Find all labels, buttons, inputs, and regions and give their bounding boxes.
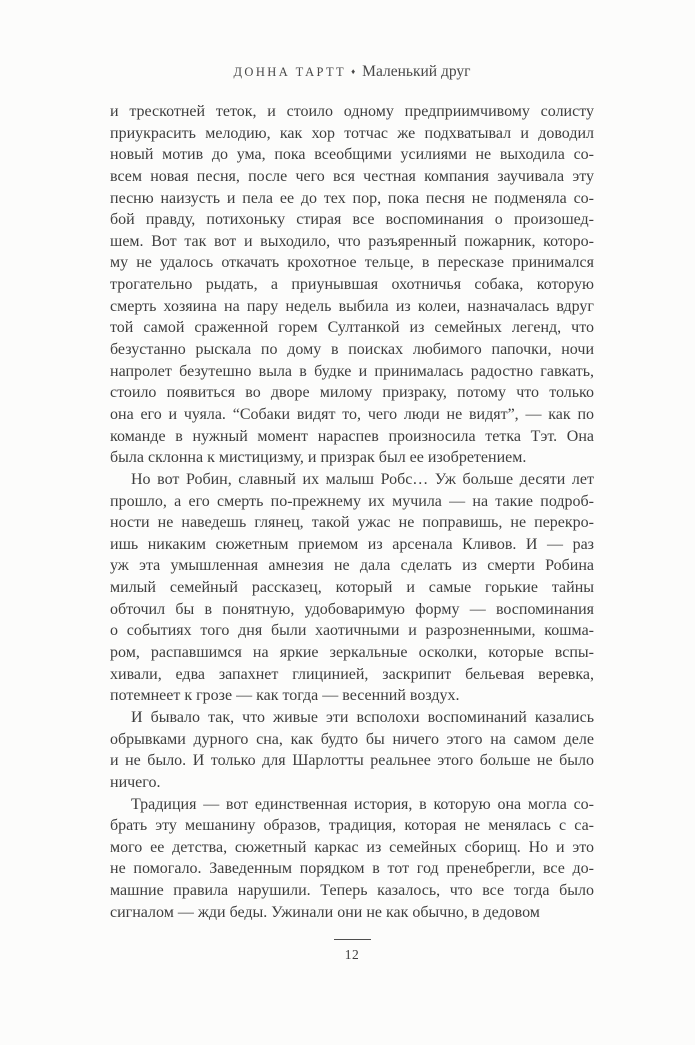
text-line: безустанно рыскала по дому в поисках любимого папочки, ночи: [110, 341, 594, 359]
text-line: брать эту мешанину образов, традиция, которая не менялась с са-: [110, 817, 594, 835]
text-line: всем новая песня, после чего вся честная компания заучивала эту: [110, 167, 594, 185]
text-line: ром, распавшимся на яркие зеркальные осколки, которые вспы-: [110, 644, 594, 662]
text-line: уж эта умышленная амнезия не дала сделать из смерти Робина: [110, 557, 594, 575]
footer: [110, 939, 594, 963]
running-header: [110, 63, 594, 81]
text-line: прошло, а его смерть по-прежнему их мучила — на такие подроб-: [110, 492, 594, 510]
text-line: машние правила нарушили. Теперь казалось, что все тогда было: [110, 882, 594, 900]
text-line: бой правду, потихоньку стирая все воспоминания о произошед-: [110, 211, 594, 229]
text-line: ишь никаким сюжетным приемом из арсенала Кливов. И — раз: [110, 535, 594, 553]
text-line: команде в нужный момент нараспев произносила тетка Тэт. Она: [110, 427, 594, 445]
text-line: напролет безутешно выла в будке и принималась радостно гавкать,: [110, 362, 594, 380]
text-line: не помогало. Заведенным порядком в тот год пренебрегли, все до-: [110, 860, 594, 878]
text-line: шем. Вот так вот и выходило, что разъяренный пожарник, которо-: [110, 232, 594, 250]
paragraph: [110, 707, 594, 794]
text-line: и трескотней теток, и стоило одному предприимчивому солисту: [110, 103, 594, 120]
footer-rule: [334, 939, 371, 940]
paragraph: [110, 101, 594, 469]
text-line: той самой сраженной горем Султанкой из семейных легенд, что: [110, 319, 594, 337]
header-title: Маленький друг: [362, 63, 471, 80]
page-number: 12: [344, 947, 360, 962]
text-line: она его и чуяла. “Собаки видят то, чего люди не видят”, — как по: [110, 405, 594, 423]
diamond-separator-icon: ♦: [351, 66, 356, 76]
text-line: му не удалось откачать крохотное тельце, в пересказе принимался: [110, 254, 594, 272]
text-line: приукрасить мелодию, как хор тотчас же подхватывал и доводил: [110, 124, 594, 142]
text-line: смерть хозяина на пару недель выбила из колеи, назначалась вдруг: [110, 297, 594, 315]
paragraph: [110, 794, 594, 924]
paragraph: [110, 469, 594, 707]
text-line: Но вот Робин, славный их малыш Робс… Уж больше десяти лет: [131, 470, 594, 488]
text-line: мого ее детства, сюжетный каркас из семейных сборищ. Но и это: [110, 838, 594, 856]
text-line: ности не наведешь глянец, такой ужас не поправишь, не перекро-: [110, 514, 594, 532]
text-line: И бывало так, что живые эти всполохи воспоминаний казались: [131, 708, 594, 726]
text-line: ничего.: [110, 773, 161, 791]
text-line: была склонна к мистицизму, и призрак был ее изобретением.: [110, 449, 527, 467]
text-line: и не было. И только для Шарлотты реальнее этого больше не было: [110, 752, 594, 770]
text-line: трогательно рыдать, а приунывшая охотничья собака, которую: [110, 276, 594, 294]
text-line: песню наизусть и пела ее до тех пор, пока песня не подменяла со-: [110, 189, 594, 207]
text-line: сигналом — жди беды. Ужинали они не как обычно, в дедовом: [110, 903, 540, 921]
text-line: хивали, едва запахнет глицинией, заскрипит бельевая веревка,: [110, 665, 594, 683]
text-line: Традиция — вот единственная история, в которую она могла со-: [131, 795, 594, 813]
text-line: потемнеет к грозе — как тогда — весенний воздух.: [110, 687, 460, 705]
text-line: милый семейный рассказец, который и самые горькие тайны: [110, 579, 594, 597]
text-line: обточил бы в понятную, удобоваримую форму — воспоминания: [110, 600, 594, 618]
text-line: обрывками дурного сна, как будто бы ничего этого на самом деле: [110, 730, 594, 748]
text-line: о событиях того дня были хаотичными и разрозненными, кошма-: [110, 622, 594, 640]
text-line: стоило появиться во дворе милому призраку, потому что только: [110, 384, 594, 402]
page-text: [110, 101, 594, 923]
header-author: ДОННА ТАРТТ: [233, 65, 347, 79]
text-line: новый мотив до ума, пока всеобщими усилиями не выходила со-: [110, 146, 594, 164]
